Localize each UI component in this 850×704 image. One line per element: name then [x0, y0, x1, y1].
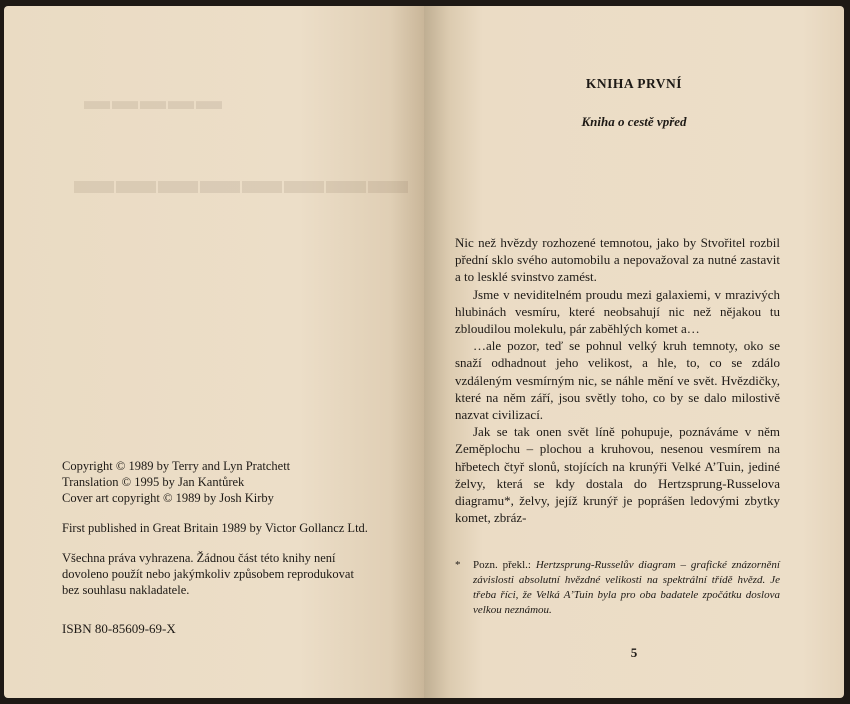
- page-number: 5: [630, 645, 638, 660]
- paragraph: Jsme v neviditelném proudu mezi galaxiemi, v mrazivých hlubinách vesmíru, které neobsahují nic než nějakou tu zbloudilou molekulu, pár zaběhlých komet a…: [455, 286, 780, 337]
- book-heading: KNIHA PRVNÍ: [585, 76, 683, 91]
- copyright-block: [62, 458, 392, 598]
- paragraph: …ale pozor, teď se pohnul velký kruh temnoty, oko se snaží odhadnout jeho velikost, a hle, to, co se zdálo vzdáleným vesmírným nic, se náhle mění ve svět. Hvězdičky, které na něm září, jsou světly toho, co by se dalo milostivě nazvat civilizací.: [455, 338, 780, 423]
- footnote-text-wrap: [473, 558, 780, 618]
- isbn: ISBN 80-85609-69-X: [62, 621, 176, 636]
- first-published: First published in Great Britain 1989 by Victor Gollancz Ltd.: [62, 521, 368, 535]
- body-text: [455, 234, 780, 526]
- paragraph: Nic než hvězdy rozhozené temnotou, jako by Stvořitel rozbil přední sklo svého automobilu a nepovažoval za nutné zastavit a to lesklé svinstvo zamést.: [455, 235, 780, 285]
- bleed-through-author: ▬▬▬▬▬: [84, 86, 224, 115]
- rights-line: Všechna práva vyhrazena. Žádnou část této knihy není: [62, 551, 336, 565]
- bleed-through-title: ▬▬▬▬▬▬▬▬: [74, 157, 410, 202]
- footnote-text: Hertzsprung-Russelův diagram – grafické znázornění závislosti absolutní hvězdné velikosti na spektrální třídě hvězd. Je třeba říci, že Velká A’Tuin byla pro oba badatele zpočátku doslova velkou neznámou.: [473, 559, 780, 616]
- footnote-label: Pozn. překl.:: [473, 559, 531, 571]
- footnote: [455, 558, 780, 618]
- book-subheading: Kniha o cestě vpřed: [581, 114, 687, 129]
- footnote-mark: *: [455, 559, 461, 571]
- copyright-line: Translation © 1995 by Jan Kantůrek: [62, 475, 245, 489]
- copyright-line: Copyright © 1989 by Terry and Lyn Pratchett: [62, 459, 291, 473]
- paragraph: Jak se tak onen svět líně pohupuje, poznáváme v něm Zeměplochu – plochou a kruhovou, nesenou vesmírem na hřbetech čtyř slonů, stojících na krunýři Velké A’Tuin, jediné želvy, která se kdy dostala do Hertzsprung-Russelova diagramu*, želvy, jejíž krunýř je poprášen ledovými zbytky komet, zbráz-: [455, 424, 780, 526]
- rights-line: bez souhlasu nakladatele.: [62, 583, 190, 597]
- copyright-line: Cover art copyright © 1989 by Josh Kirby: [62, 491, 274, 505]
- rights-line: dovoleno použít nebo jakýmkoliv způsobem reprodukovat: [62, 567, 354, 581]
